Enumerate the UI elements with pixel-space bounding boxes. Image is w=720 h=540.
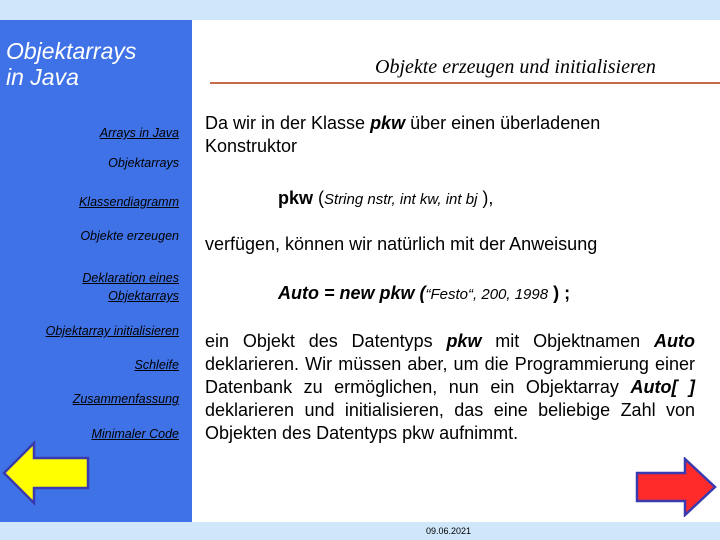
intro-pre: Da wir in der Klasse <box>205 113 371 133</box>
code-statement <box>278 282 570 306</box>
explanation-pkw: pkw <box>446 331 482 351</box>
title-divider <box>210 82 720 84</box>
nav-objektarray-initialisieren[interactable]: Objektarray initialisieren <box>45 324 179 338</box>
code-statement-args: “Festo“, 200, 1998 <box>425 286 549 303</box>
code-statement-end: ) ; <box>548 283 571 303</box>
explanation-e: deklarieren. Wir müssen aber, um die Programmierung einer Datenbank zu ermöglichen, nun ein Objektarray <box>205 354 695 397</box>
constructor-close: ), <box>477 188 494 208</box>
nav-schleife[interactable]: Schleife <box>134 358 179 372</box>
forward-arrow-icon[interactable] <box>635 457 717 517</box>
nav-deklaration-line1: Deklaration eines <box>82 271 179 285</box>
course-title-line1: Objektarrays <box>6 38 137 64</box>
constructor-name: pkw <box>278 188 314 208</box>
constructor-params: String nstr, int kw, int bj <box>324 191 478 208</box>
top-bar <box>0 0 720 20</box>
paragraph-statement-intro: verfügen, können wir natürlich mit der Anweisung <box>205 234 598 254</box>
explanation-a: ein Objekt des Datentyps <box>205 331 447 351</box>
code-statement-main: Auto = new pkw ( <box>278 283 426 303</box>
explanation-auto: Auto <box>654 331 695 351</box>
nav-zusammenfassung[interactable]: Zusammenfassung <box>72 392 179 406</box>
nav-objekte-erzeugen[interactable]: Objekte erzeugen <box>80 229 179 243</box>
course-title-line2: in Java <box>6 64 79 90</box>
nav-klassendiagramm[interactable]: Klassendiagramm <box>78 195 179 209</box>
constructor-signature <box>278 187 493 211</box>
explanation-g: deklarieren und initialisieren, das eine beliebige Zahl von Objekten des Datentyps pkw aufnimmt. <box>205 400 695 443</box>
nav-objektarrays[interactable]: Objektarrays <box>108 156 179 170</box>
explanation-c: mit Objektnamen <box>481 331 655 351</box>
nav-minimaler-code[interactable]: Minimaler Code <box>91 427 179 441</box>
explanation-auto-array: Auto[ ] <box>630 377 695 397</box>
constructor-open: ( <box>313 188 325 208</box>
nav-deklaration-line2: Objektarrays <box>108 289 179 303</box>
paragraph-explanation <box>205 330 695 445</box>
paragraph-intro <box>205 112 695 158</box>
intro-post: über einen überladenen Konstruktor <box>205 113 601 156</box>
footer-date: 09.06.2021 <box>426 526 472 536</box>
nav-arrays-in-java[interactable]: Arrays in Java <box>99 126 179 140</box>
course-title <box>6 38 190 90</box>
back-arrow-icon[interactable] <box>2 440 90 506</box>
slide-title: Objekte erzeugen und initialisieren <box>375 56 656 78</box>
intro-class-name: pkw <box>370 113 406 133</box>
nav-deklaration-eines-objektarrays[interactable] <box>82 269 179 305</box>
bottom-bar <box>0 522 720 540</box>
